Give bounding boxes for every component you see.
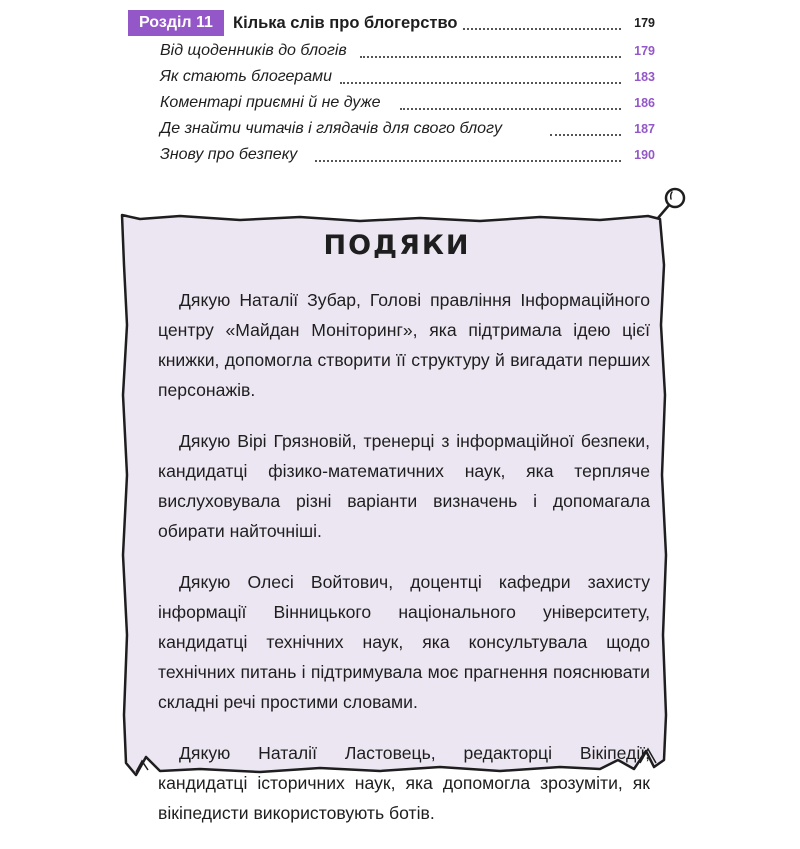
toc-item-title: Коментарі приємні й не дуже xyxy=(160,90,385,116)
leader-dots xyxy=(550,134,621,136)
paragraph: Дякую Вірі Грязновій, тренерці з інформаційної безпеки, кандидатці фізико-математичних наук, яка терпляче вислуховувала різні варіанти визначень і допомагала обирати найточніші. xyxy=(158,431,650,541)
toc-chapter-title: Кілька слів про блогерство xyxy=(233,10,462,36)
leader-dots xyxy=(315,160,621,162)
leader-dots xyxy=(400,108,621,110)
acknowledgements-board xyxy=(0,175,800,823)
toc-item[interactable] xyxy=(160,142,655,168)
toc-item-page: 190 xyxy=(634,148,655,162)
table-of-contents xyxy=(0,0,800,170)
toc-chapter-row[interactable] xyxy=(233,10,655,36)
toc-item[interactable] xyxy=(160,64,655,90)
acknowledgements-body xyxy=(158,285,650,849)
toc-item-page: 187 xyxy=(634,122,655,136)
toc-item-page: 183 xyxy=(634,70,655,84)
toc-item[interactable] xyxy=(160,90,655,116)
toc-item[interactable] xyxy=(160,38,655,64)
leader-dots xyxy=(340,82,621,84)
chapter-badge: Розділ 11 xyxy=(128,10,224,36)
section-title: ПОДЯКИ xyxy=(323,230,471,261)
paragraph: Дякую Олесі Войтович, доцентці кафедри захисту інформації Вінницького національного університету, кандидатці технічних наук, яка консультувала щодо технічних питань і підтримувала моє прагнення пояснювати складні речі простими словами. xyxy=(158,572,650,712)
toc-item[interactable] xyxy=(160,116,655,142)
toc-item-title: Знову про безпеку xyxy=(160,142,301,168)
leader-dots xyxy=(463,28,621,30)
toc-item-title: Де знайти читачів і глядачів для свого блогу xyxy=(160,116,506,142)
toc-item-page: 186 xyxy=(634,96,655,110)
toc-item-title: Як стають блогерами xyxy=(160,64,336,90)
paragraph: Дякую Наталії Ластовець, редакторці Вікіпедії, кандидатці історичних наук, яка допомогла зрозуміти, як вікіпедисти використовують ботів. xyxy=(158,743,650,823)
leader-dots xyxy=(360,56,621,58)
paragraph: Дякую Наталії Зубар, Голові правління Інформаційного центру «Майдан Моніторинг», яка підтримала ідею цієї книжки, допомогла створити її структуру й вигадати перших персонажів. xyxy=(158,290,650,400)
pushpin-icon xyxy=(648,180,698,230)
toc-item-page: 179 xyxy=(634,44,655,58)
toc-chapter-page: 179 xyxy=(634,16,655,30)
toc-item-title: Від щоденників до блогів xyxy=(160,38,351,64)
